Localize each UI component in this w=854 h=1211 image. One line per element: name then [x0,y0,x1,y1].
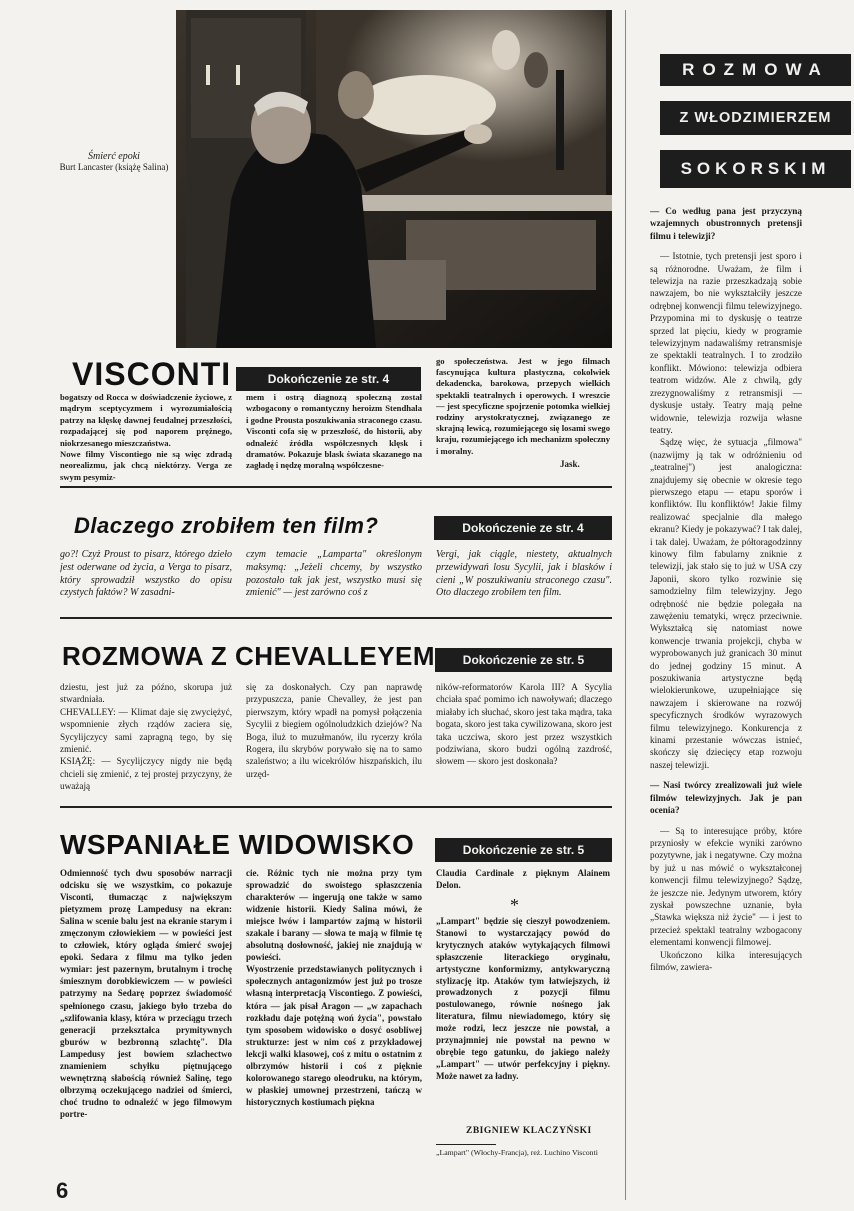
sidebar-answer-2: — Są to interesujące próby, które przyniosły w efekcie wyniki zarówno pozytywne, jak i negatywne. Czy można by już u nas mówić o wykształconej konwencji filmu telewizyjnego? Sądzę, że jeszcze nie. Jedynym utworem, który zyskał powszechne uznanie, była „Stawka większa niż życie" — i jest to przecież spektakl teatralny wzbogacony elementami konwencji filmowej. [650,825,802,948]
visconti-author: Jask. [560,459,580,469]
widowisko-author: ZBIGNIEW KLACZYŃSKI [466,1126,592,1136]
chevalley-col-1: dziestu, jest już za późno, skorupa już stwardniała. CHEVALLEY: — Klimat daje się zwyciężyć, wspomnienie złych rządów zaciera się, Sycylijczycy sami zapragną tego, by się zmienić. KSIĄŻĘ: — Sycylijczycy nigdy nie będą chcieli się zmienić, z tej prostej przyczyny, że uważają [60,682,232,792]
photo-caption [56,151,172,173]
visconti-col-2: mem i ostrą diagnozą społeczną został wzbogacony o romantyczny heroizm Stendhala i godne Prousta poszukiwania straconego czasu. Visconti cofa się w przeszłość, do historii, aby odnaleźć źródła współczesnych klęsk i dramatów. Pokazuje blask świata skazanego na zagładę i nędzę moralną współczesne- [246,392,422,471]
sidebar-question-2: — Nasi twórcy zrealizowali już wiele filmów telewizyjnych. Jak je pan ocenia? [650,780,802,816]
sidebar-banner-1: ROZMOWA [660,54,851,86]
photo-caption-text: Burt Lancaster (książę Salina) [59,162,169,172]
dlaczego-col-1: go?! Czyż Proust to pisarz, którego dzieło jest oderwane od życia, a Verga to pisarz, który sprowadził wszystko do opisu czystych faktów? W zasadni- [60,549,232,599]
film-still-illustration [176,10,612,348]
photo-caption-title: Śmierć epoki [88,151,140,162]
sidebar-question-1: — Co według pana jest przyczyną wzajemnych obustronnych pretensji filmu i telewizji? [650,206,802,241]
sidebar-banner-2: Z WŁODZIMIERZEM [660,101,851,135]
chevalley-continuation: Dokończenie ze str. 5 [435,648,612,672]
widowisko-col-3b: „Lampart" będzie się cieszył powodzeniem. Stanowi to wystarczający powód do krytycznych ataków wytykających filmowi spłaszczenie literackiego oryginału, artystyczne konformizmy, antykwaryczną stylizację itp. Ataków tym łatwiejszych, iż prowadzonych z pozycji filmu postulowanego, równie nośnego jak literatura, filmu niewiadomego, który się może rodzi, lecz jeszcze nie powstał, a przynajmniej nie powstał na pewno w obrębie tego gatunku, do jakiego należy „Lampart" — utwór perfekcyjny i piękny. Może nawet za ładny. [436,916,610,1081]
visconti-continuation: Dokończenie ze str. 4 [236,367,421,391]
widowisko-col-2: cie. Różnic tych nie można przy tym sprowadzić do swoistego spłaszczenia charakterów — ingerują one także w samo widzenie historii. Kiedy Salina mówi, że miejsce lwów i lampartów zajmą w historii szakale i barany — słowa te mają w filmie tę absolutną dosłowność, jakiej nie znajdują w powieści. Wyostrzenie przedstawianych politycznych i społecznych antagonizmów jest już po trosze własną interpretacją Viscontiego. Z powieści, która — jak pisał Aragon — „w zapachach rozkładu daje potężną woń życia", powstało tym sposobem widowisko o dosyć osobliwej strukturze: jest w nim coś z przykładowej lekcji walki klasowej, coś z mitu o ostatnim z olbrzymów historii i coś z pięknie kolorowanego starego oleodruku, na którym, w płaskiej umownej przestrzeni, tańczą w historycznych kostiumach piękna [246,868,422,1107]
widowisko-col-3a: Claudia Cardinale z pięknym Alainem Delon. [436,868,610,890]
chevalley-col-3: ników-reformatorów Karola III? A Sycylia chciała spać pomimo ich nawoływań; dlaczego miałaby ich słuchać, skoro jest taka mądra, taka bogata, skoro jest taka cywilizowana, skoro jest taka uczciwa, skoro jest przez wszystkich podziwiana, skoro budzi ogólną zazdrość, słowem — skoro jest doskonała? [436,682,612,767]
page-number: 6 [56,1178,69,1203]
sidebar-answer-1b: Sądzę więc, że sytuacja „filmowa" (nazwijmy ją tak w odróżnieniu od „teatralnej") jest analogiczna: znajdujemy się obecnie w okresie tego pierwszego etapu — etapu sporów i konfliktów. Ilu konfliktów! Jakie filmy realizować specjalnie dla małego ekranu? Kiedy je pokazywać? I tak dalej, i tak dalej. Uważam, że półtoragodzinny kinowy film fabularny zniknie z telewizji, jak stało się to już w USA czy Japonii, skoro tylko rozwinie się samodzielny film telewizyjny. Jego odrębność nie będzie polegała na zawężeniu tematyki, wręcz przeciwnie. Wykształcą się natomiast nowe konwencje trwania projekcji, chyba w wyprobowanych już granicach 30 minut do jednej godziny 15 minut. A poszukiwania artystyczne będą wielokierunkowe, uzupełniające się nawzajem i skierowane na rozwój specyficznych środków wyrazowych filmu telewizyjnego. Konkurencja z kinami przestanie wówczas istnieć, skończy się dziecięcy etap rozwoju naszej telewizji. [650,437,802,770]
dlaczego-title: Dlaczego zrobiłem ten film? [74,513,379,538]
sidebar-answer-2b: Ukończono kilka interesujących filmów, zawiera- [650,949,802,972]
sidebar-divider [625,10,626,1200]
sidebar-answer-1: — Istotnie, tych pretensji jest sporo i są różnorodne. Uważam, że film i telewizja na razie przeszkadzają sobie nawzajem, bo nie wykształciły jeszcze odrębnej konwencji filmu telewizyjnego. Przypomina mi to dyskusję o teatrze sprzed lat pięciu, kiedy w programie telewizyjnym nadawaliśmy retransmisje ze spektakli teatralnych. I to zrodziło konflikt. Mówiono: telewizja odbiera teatrom widzów. Ale z chwilą, gdy zrezygnowaliśmy z retransmisji — dyskusje ustały. Teatry mają pełne widownie, telewizja rozwija własne teatry. [650,251,802,435]
sidebar-interview [650,205,802,1205]
visconti-col-3: go społeczeństwa. Jest w jego filmach fascynująca kultura plastyczna, cokolwiek dekadencka, barokowa, przepych wielkich spektakli teatralnych i operowych. I wreszcie — jest specyficzne spojrzenie potomka wielkiej rodziny arystokratycznej, związanego ze skrajną lewicą, rozumiejącego się losami swego kraju, rozumiejącego ich mechanizm społeczny i moralny. [436,356,610,456]
dlaczego-col-3: Vergi, jak ciągle, niestety, aktualnych przewidywań losu Sycylii, jak i blasków i cieni „W poszukiwaniu straconego czasu". Oto dlaczego zrobiłem ten film. [436,549,612,599]
widowisko-footnote: „Lampart" (Włochy-Francja), reż. Luchino Visconti [436,1148,598,1157]
widowisko-col-1: Odmienność tych dwu sposobów narracji odcisku się we wszystkim, co pokazuje Visconti, tłumacząc z największym pietyzmem prozę Lampedusy na ekran: Salina w scenie balu jest na ekranie starym i zmęczonym człowiekiem — w powieści jest to człowiek, który ogląda śmierć swojej epoki. Sedara z filmu ma tylko jeden wymiar: jest pazernym, brutalnym i trochę śmiesznym dorobkiewiczem — w powieści patrzymy na Sedarę poprzez świadomość spełnionego czasu, jakiego było trzeba do „szlifowania klasy, która w przeciągu trzech generacji przekształca prymitywnych gburów w bezbronną szlachtę". Dla Lampedusy jest bowiem szlachectwo znamieniem schyłku piętnującego wewnętrzną słabością również Salinę, tego olbrzymą oczekującego nadziei od śmierci, choć trudno to odnaleźć w jego filmowym portre- [60,868,232,1119]
chevalley-col-2: się za doskonałych. Czy pan naprawdę przypuszcza, panie Chevalley, że jest pan pierwszym, który wpadł na pomysł połączenia Sycylii z biegiem ogólnoludzkich dziejów? Na Boga, iluż to muzułmanów, ilu rycerzy króla Rogera, ilu skrybów porywało się na to samo szaleństwo; a ilu wicekrólów hiszpańskich, ilu urzęd- [246,682,422,779]
visconti-col-1: bogatszy od Rocca w doświadczenie życiowe, z mądrym sceptycyzmem i wyrozumiałością patrzy na klęskę dawnej feudalnej przeszłości, rozpadającej się pod naporem prężnego, niokrzesanego mieszczaństwa. Nowe filmy Viscontiego nie są więc zdradą neorealizmu, jak chcą niektórzy. Verga ze swym pesymiz- [60,392,232,482]
footnote-rule [436,1144,496,1145]
visconti-title: VISCONTI [72,356,232,392]
film-still-photo [176,10,612,348]
section-divider-1 [60,486,612,488]
widowisko-title: WSPANIAŁE WIDOWISKO [60,829,415,860]
dlaczego-continuation: Dokończenie ze str. 4 [434,516,612,540]
dlaczego-col-2: czym temacie „Lamparta" określonym maksymą: „Jeżeli chcemy, by wszystko pozostało tak jak jest, wszystko musi się zmienić" — jest zarówno coś z [246,549,422,599]
section-divider-2 [60,617,612,619]
widowisko-continuation: Dokończenie ze str. 5 [435,838,612,862]
sidebar-banner-3: SOKORSKIM [660,150,851,188]
section-divider-3 [60,806,612,808]
chevalley-title: ROZMOWA Z CHEVALLEYEM [62,641,436,671]
widowisko-asterisk: * [510,895,519,915]
